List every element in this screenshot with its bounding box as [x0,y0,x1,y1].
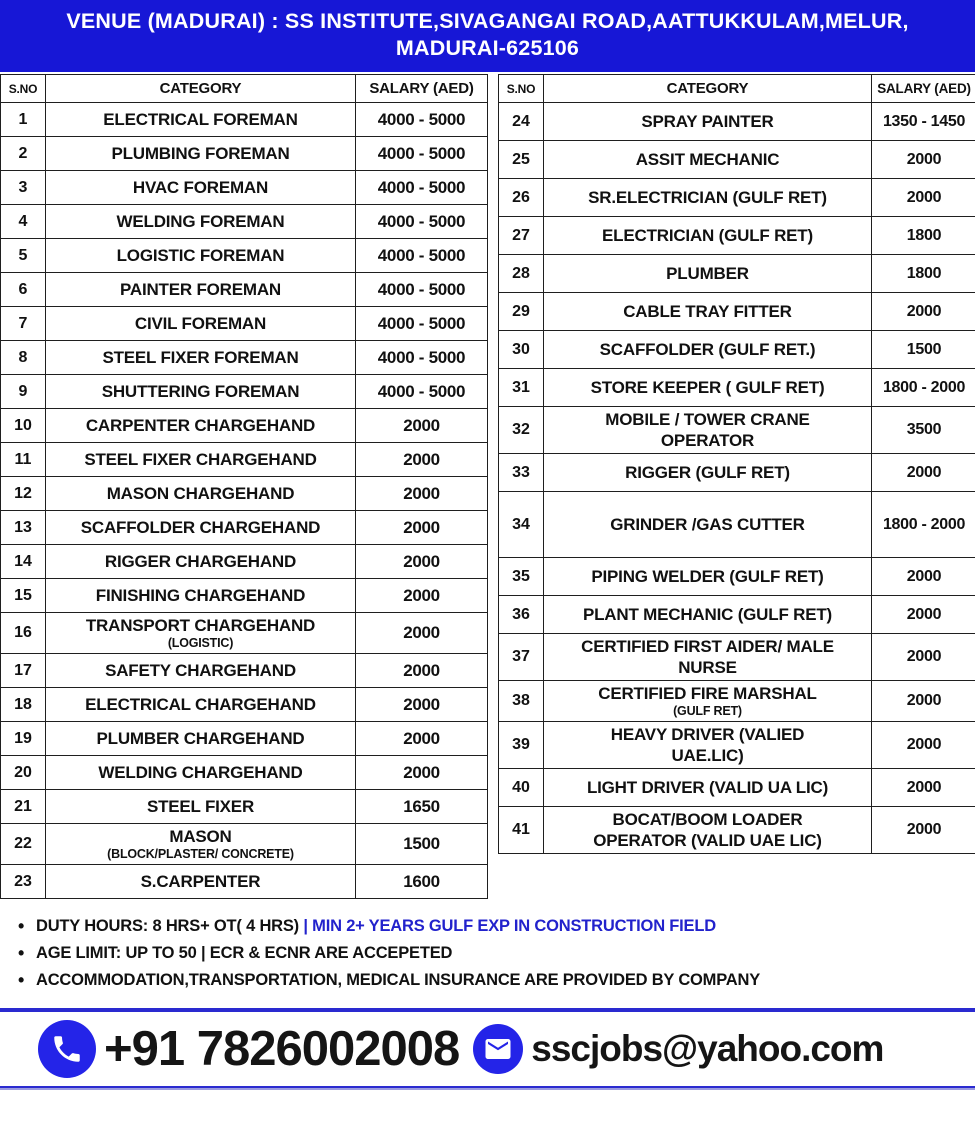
category-text-line2: OPERATOR [660,431,755,450]
category-subtext: (BLOCK/PLASTER/ CONCRETE) [107,847,294,861]
salary-cell: 2000 [872,681,975,722]
category-text: ASSIT MECHANIC [635,150,780,169]
sno-cell: 10 [1,409,46,443]
sno-cell: 14 [1,545,46,579]
sno-cell: 25 [499,141,544,179]
table-row [1,171,488,205]
category-text: PLUMBER [666,264,749,283]
category-text: ELECTRICAL CHARGEHAND [85,695,316,714]
sno-cell: 41 [499,807,544,854]
category-cell [544,454,872,492]
category-text-line2: UAE.LIC) [671,746,744,765]
category-cell [46,307,356,341]
salary-cell: 4000 - 5000 [356,307,488,341]
salary-cell: 2000 [356,409,488,443]
category-text: PIPING WELDER (GULF RET) [591,567,824,586]
category-text: PLANT MECHANIC (GULF RET) [582,605,833,624]
table-row [499,807,975,854]
category-text: SHUTTERING FOREMAN [101,382,300,401]
category-cell [46,511,356,545]
category-text: HEAVY DRIVER (VALIED [610,725,805,744]
email-address: sscjobs@yahoo.com [531,1028,884,1069]
category-text: SR.ELECTRICIAN (GULF RET) [588,188,827,207]
salary-cell: 2000 [872,293,975,331]
category-text: MASON CHARGEHAND [106,484,295,503]
category-text: GRINDER /GAS CUTTER [610,515,805,534]
salary-cell: 1800 [872,255,975,293]
category-cell [544,369,872,407]
category-cell [46,579,356,613]
column-header-category: CATEGORY [46,75,356,103]
category-text: STORE KEEPER ( GULF RET) [590,378,825,397]
sno-cell: 40 [499,769,544,807]
phone-icon [38,1020,96,1078]
salary-tables [0,72,975,899]
sno-cell: 15 [1,579,46,613]
sno-cell: 35 [499,558,544,596]
table-row [1,443,488,477]
sno-cell: 11 [1,443,46,477]
salary-cell: 2000 [872,596,975,634]
sno-cell: 19 [1,722,46,756]
table-row [1,579,488,613]
email-contact [473,1024,883,1074]
salary-cell: 2000 [356,722,488,756]
table-row [1,545,488,579]
venue-title-line2: MADURAI-625106 [395,36,580,60]
table-row [1,137,488,171]
salary-cell: 2000 [356,756,488,790]
category-text: LIGHT DRIVER (VALID UA LIC) [586,778,829,797]
salary-cell: 2000 [356,443,488,477]
table-row [499,634,975,681]
category-cell [46,341,356,375]
table-row [1,477,488,511]
category-cell [544,681,872,722]
category-text: MOBILE / TOWER CRANE [605,410,810,429]
table-row [499,722,975,769]
category-cell [46,375,356,409]
note-text-blue: | MIN 2+ YEARS GULF EXP IN CONSTRUCTION FIELD [303,917,716,935]
note-text-black: DUTY HOURS: 8 HRS+ OT( 4 HRS) [36,917,304,935]
category-cell [544,293,872,331]
category-text: WELDING CHARGEHAND [98,763,303,782]
salary-cell: 2000 [872,558,975,596]
salary-cell: 2000 [872,141,975,179]
salary-cell: 4000 - 5000 [356,103,488,137]
category-text-line2: OPERATOR (VALID UAE LIC) [593,831,822,850]
salary-cell: 2000 [356,688,488,722]
category-text: CIVIL FOREMAN [134,314,267,333]
salary-cell: 2000 [872,179,975,217]
sno-cell: 37 [499,634,544,681]
sno-cell: 30 [499,331,544,369]
sno-cell: 9 [1,375,46,409]
salary-cell: 2000 [872,454,975,492]
salary-cell: 1800 - 2000 [872,369,975,407]
footer-contact-bar [0,1012,975,1084]
category-cell [544,217,872,255]
category-cell [544,769,872,807]
salary-cell: 1800 [872,217,975,255]
category-text: STEEL FIXER [146,797,255,816]
category-cell [544,807,872,854]
sno-cell: 21 [1,790,46,824]
table-row [499,141,975,179]
category-cell [46,865,356,899]
table-row [1,722,488,756]
sno-cell: 2 [1,137,46,171]
sno-cell: 33 [499,454,544,492]
sno-cell: 5 [1,239,46,273]
category-text: BOCAT/BOOM LOADER [612,810,803,829]
category-cell [46,688,356,722]
column-header-sno: S.NO [1,75,46,103]
salary-cell: 1500 [356,824,488,865]
category-text: RIGGER (GULF RET) [625,463,790,482]
sno-cell: 36 [499,596,544,634]
phone-number: +91 7826002008 [104,1022,460,1076]
column-header-salary: SALARY (AED) [356,75,488,103]
salary-table-right [498,74,975,854]
sno-cell: 8 [1,341,46,375]
salary-table-left [0,74,488,899]
category-cell [46,137,356,171]
category-cell [46,409,356,443]
notes-section [0,899,975,1000]
category-text: ELECTRICAL FOREMAN [103,110,298,129]
category-cell [544,179,872,217]
salary-cell: 1650 [356,790,488,824]
table-row [1,613,488,654]
category-text: SCAFFOLDER CHARGEHAND [80,518,321,537]
sno-cell: 27 [499,217,544,255]
salary-cell: 2000 [356,654,488,688]
sno-cell: 1 [1,103,46,137]
sno-cell: 34 [499,492,544,558]
salary-cell: 4000 - 5000 [356,205,488,239]
category-cell [46,103,356,137]
salary-cell: 2000 [872,769,975,807]
table-row [499,454,975,492]
category-cell [46,654,356,688]
category-cell [46,205,356,239]
sno-cell: 18 [1,688,46,722]
salary-cell: 3500 [872,407,975,454]
table-row [1,790,488,824]
table-row [499,179,975,217]
category-text: PLUMBER CHARGEHAND [96,729,305,748]
category-cell [46,273,356,307]
category-text: MASON [169,827,232,846]
category-text: SAFETY CHARGEHAND [105,661,296,680]
category-text: HVAC FOREMAN [132,178,269,197]
salary-cell: 4000 - 5000 [356,239,488,273]
category-cell [544,331,872,369]
category-cell [544,103,872,141]
note-text-black: ACCOMMODATION,TRANSPORTATION, MEDICAL INSURANCE ARE PROVIDED BY COMPANY [36,971,761,989]
category-text-line2: NURSE [678,658,737,677]
table-row [499,369,975,407]
table-row [499,407,975,454]
salary-cell: 4000 - 5000 [356,375,488,409]
salary-cell: 2000 [356,613,488,654]
category-cell [46,239,356,273]
salary-cell: 2000 [356,545,488,579]
salary-cell: 2000 [872,722,975,769]
table-row [1,375,488,409]
sno-cell: 4 [1,205,46,239]
category-cell [46,722,356,756]
category-text: STEEL FIXER CHARGEHAND [84,450,317,469]
category-text: CERTIFIED FIRE MARSHAL [598,684,817,703]
category-text: PLUMBING FOREMAN [111,144,290,163]
salary-cell: 4000 - 5000 [356,273,488,307]
phone-contact [38,1020,459,1078]
salary-cell: 1800 - 2000 [872,492,975,558]
sno-cell: 16 [1,613,46,654]
sno-cell: 28 [499,255,544,293]
salary-cell: 1500 [872,331,975,369]
category-text: WELDING FOREMAN [116,212,285,231]
table-row [499,681,975,722]
salary-cell: 2000 [356,511,488,545]
table-row [1,654,488,688]
sno-cell: 29 [499,293,544,331]
category-text: SCAFFOLDER (GULF RET.) [599,340,816,359]
salary-cell: 4000 - 5000 [356,171,488,205]
column-header-sno: S.NO [499,75,544,103]
category-text: CARPENTER CHARGEHAND [85,416,316,435]
table-row [1,511,488,545]
category-cell [544,141,872,179]
salary-cell: 2000 [356,477,488,511]
category-cell [46,824,356,865]
category-cell [46,443,356,477]
category-cell [544,255,872,293]
table-row [1,409,488,443]
category-text: SPRAY PAINTER [641,112,774,131]
category-cell [46,545,356,579]
category-text: CABLE TRAY FITTER [623,302,792,321]
salary-cell: 2000 [356,579,488,613]
category-text: CERTIFIED FIRST AIDER/ MALE [581,637,834,656]
category-text: LOGISTIC FOREMAN [116,246,285,265]
table-row [1,307,488,341]
category-text: PAINTER FOREMAN [119,280,281,299]
sno-cell: 22 [1,824,46,865]
table-row [499,103,975,141]
table-row [1,103,488,137]
table-row [499,293,975,331]
category-subtext: (GULF RET) [673,704,742,718]
table-row [1,688,488,722]
table-row [499,558,975,596]
separator-line-bottom [0,1086,975,1090]
category-cell [544,596,872,634]
salary-cell: 1350 - 1450 [872,103,975,141]
sno-cell: 6 [1,273,46,307]
category-cell [46,613,356,654]
sno-cell: 7 [1,307,46,341]
category-text: S.CARPENTER [140,872,261,891]
sno-cell: 31 [499,369,544,407]
table-row [499,769,975,807]
sno-cell: 32 [499,407,544,454]
category-cell [544,407,872,454]
sno-cell: 20 [1,756,46,790]
table-row [1,205,488,239]
salary-cell: 4000 - 5000 [356,137,488,171]
category-text: STEEL FIXER FOREMAN [102,348,299,367]
venue-title-line1: VENUE (MADURAI) : SS INSTITUTE,SIVAGANGAI ROAD,AATTUKKULAM,MELUR, [66,9,909,33]
category-text: ELECTRICIAN (GULF RET) [602,226,813,245]
category-cell [46,477,356,511]
table-header-row [1,75,488,103]
sno-cell: 24 [499,103,544,141]
sno-cell: 12 [1,477,46,511]
salary-cell: 2000 [872,807,975,854]
sno-cell: 38 [499,681,544,722]
salary-cell: 2000 [872,634,975,681]
note-age-limit [14,940,965,967]
salary-cell: 1600 [356,865,488,899]
column-header-category: CATEGORY [544,75,872,103]
category-cell [46,756,356,790]
sno-cell: 3 [1,171,46,205]
category-cell [544,558,872,596]
sno-cell: 39 [499,722,544,769]
table-header-row [499,75,975,103]
email-icon [473,1024,523,1074]
table-row [499,492,975,558]
sno-cell: 26 [499,179,544,217]
category-cell [544,492,872,558]
table-row [499,255,975,293]
category-subtext: (LOGISTIC) [167,636,234,650]
sno-cell: 17 [1,654,46,688]
category-cell [544,634,872,681]
category-cell [46,790,356,824]
table-row [499,596,975,634]
category-cell [544,722,872,769]
table-row [1,824,488,865]
table-row [1,239,488,273]
sno-cell: 13 [1,511,46,545]
category-text: TRANSPORT CHARGEHAND [85,616,316,635]
note-duty-hours [14,913,965,940]
table-row [1,341,488,375]
table-row [499,331,975,369]
note-benefits [14,967,965,994]
column-header-salary: SALARY (AED) [872,75,975,103]
category-text: RIGGER CHARGEHAND [104,552,297,571]
category-cell [46,171,356,205]
sno-cell: 23 [1,865,46,899]
table-row [1,756,488,790]
salary-cell: 4000 - 5000 [356,341,488,375]
category-text: FINISHING CHARGEHAND [95,586,306,605]
venue-banner [0,0,975,72]
table-row [499,217,975,255]
table-row [1,865,488,899]
table-row [1,273,488,307]
note-text-black: AGE LIMIT: UP TO 50 | ECR & ECNR ARE ACCEPETED [36,944,453,962]
